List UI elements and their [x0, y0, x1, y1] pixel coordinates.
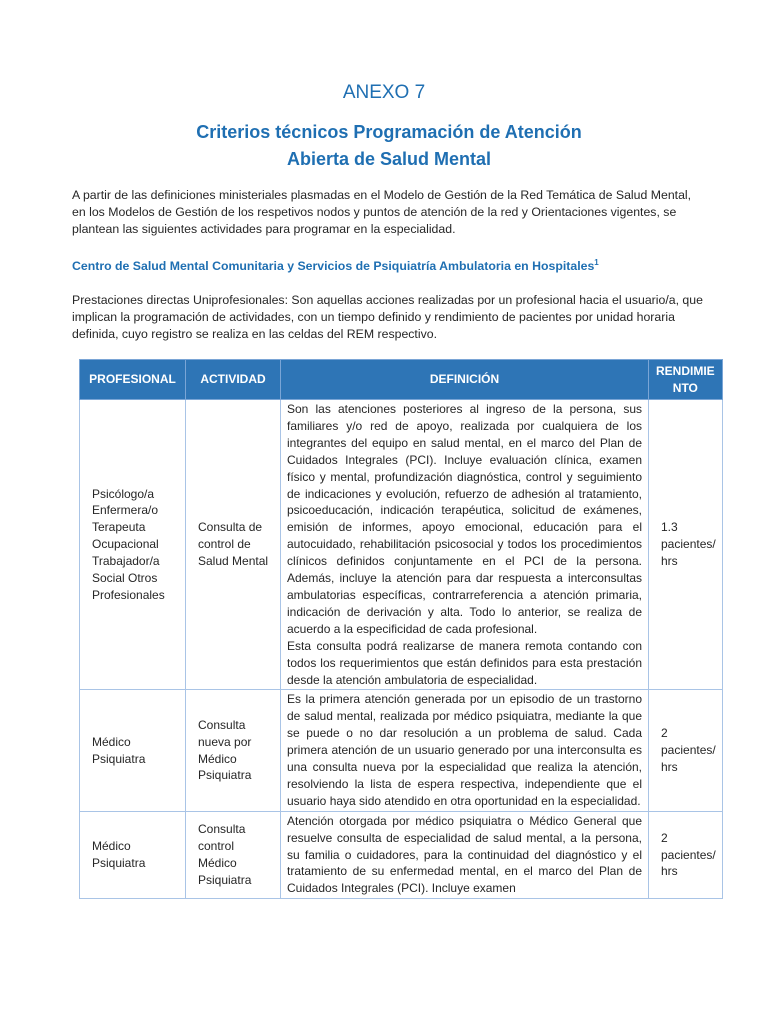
activities-table — [79, 359, 723, 899]
prestaciones-line: Prestaciones directas Uniprofesionales: Son aquellas acciones realizadas por un profesional hacia el usuario/a, que — [72, 293, 703, 307]
table-row — [80, 811, 723, 899]
definition-text: Atención otorgada por médico psiquiatra o Médico General que resuelve consulta de especialidad de salud mental, a la persona, su familia o cuidadores, para la continuidad del diagnóstico y el tratamiento de su enfermedad mental, en el marco del Plan de Cuidados Integrales (PCI). Incluye examen — [287, 813, 642, 896]
title-line-2: Abierta de Salud Mental — [286, 149, 492, 169]
document-title — [0, 119, 768, 173]
cell-definicion — [281, 690, 649, 811]
cell-actividad: Consulta control Médico Psiquiatra — [186, 811, 281, 899]
definition-extra-text: Esta consulta podrá realizarse de manera remota contando con todos los requerimientos que están definidos para esta prestación desde la atención ambulatoria de especialidad. — [287, 638, 642, 687]
header-actividad: ACTIVIDAD — [186, 360, 281, 400]
table-row — [80, 690, 723, 811]
intro-line: plantean las siguientes actividades para programar en la especialidad. — [72, 222, 456, 236]
definition-text: Son las atenciones posteriores al ingreso de la persona, sus familiares y/o red de apoyo, realizada por cualquiera de los integrantes del equipo en salud mental, en el marco del Plan de Cuidados Integrales (PCI). Incluye evaluación clínica, examen físico y mental, profundización diagnóstica, control y seguimiento de indicaciones y evolución, refuerzo de adhesión al tratamiento, psicoeducación, indicación terapéutica, solicitud de exámenes, emisión de informes, apoyo emocional, educación para el autocuidado, rehabilitación psicosocial y todos los procedimientos clínicos definidos conjuntamente en el PCI de la persona. Además, incluye la atención para dar respuesta a interconsultas ambulatorias específicas, contrarreferencia a atención primaria, indicación de derivación y alta. Todo lo anterior, se realiza de acuerdo a la especificidad de cada profesional. — [287, 402, 642, 636]
cell-actividad: Consulta nueva por Médico Psiquiatra — [186, 690, 281, 811]
prestaciones-line: implican la programación de actividades, con un tiempo definido y rendimiento de pacientes por unidad horaria — [72, 310, 675, 324]
intro-paragraph — [72, 187, 718, 238]
cell-profesional: Médico Psiquiatra — [80, 690, 186, 811]
header-rendimiento: RENDIMIE NTO — [649, 360, 723, 400]
cell-definicion — [281, 811, 649, 899]
header-profesional: PROFESIONAL — [80, 360, 186, 400]
prestaciones-paragraph — [72, 292, 718, 343]
cell-profesional: Médico Psiquiatra — [80, 811, 186, 899]
subheading-text: Centro de Salud Mental Comunitaria y Servicios de Psiquiatría Ambulatoria en Hospitales — [72, 259, 595, 274]
cell-rendimiento: 2 pacientes/ hrs — [649, 690, 723, 811]
intro-line: en los Modelos de Gestión de los respetivos nodos y puntos de atención de la red y Orientaciones vigentes, se — [72, 205, 677, 219]
header-definicion: DEFINICIÓN — [281, 360, 649, 400]
cell-definicion — [281, 400, 649, 690]
prestaciones-line: definida, cuyo registro se realiza en las celdas del REM respectivo. — [72, 327, 437, 341]
title-line-1: Criterios técnicos Programación de Atención — [196, 122, 582, 142]
definition-text: Es la primera atención generada por un episodio de un trastorno de salud mental, realizada por médico psiquiatra, mediante la que se puede o no dar resolución a un problema de salud. Cada primera atención de un usuario generado por una interconsulta es una consulta nueva por la especialidad que realiza la atención, resolviendo la lista de espera respectiva, independiente que el usuario haya sido atendido en otra oportunidad en la especialidad. — [287, 692, 642, 808]
annex-heading: ANEXO 7 — [342, 82, 426, 103]
table-header-row — [80, 360, 723, 400]
footnote-marker: 1 — [594, 258, 599, 267]
cell-profesional: Psicólogo/a Enfermera/o Terapeuta Ocupacional Trabajador/a Social Otros Profesionales — [80, 400, 186, 690]
section-subheading — [72, 258, 599, 273]
cell-actividad: Consulta de control de Salud Mental — [186, 400, 281, 690]
intro-line: A partir de las definiciones ministeriales plasmadas en el Modelo de Gestión de la Red Temática de Salud Mental, — [72, 188, 692, 202]
cell-rendimiento: 2 pacientes/ hrs — [649, 811, 723, 899]
cell-rendimiento: 1.3 pacientes/ hrs — [649, 400, 723, 690]
table-row — [80, 400, 723, 690]
